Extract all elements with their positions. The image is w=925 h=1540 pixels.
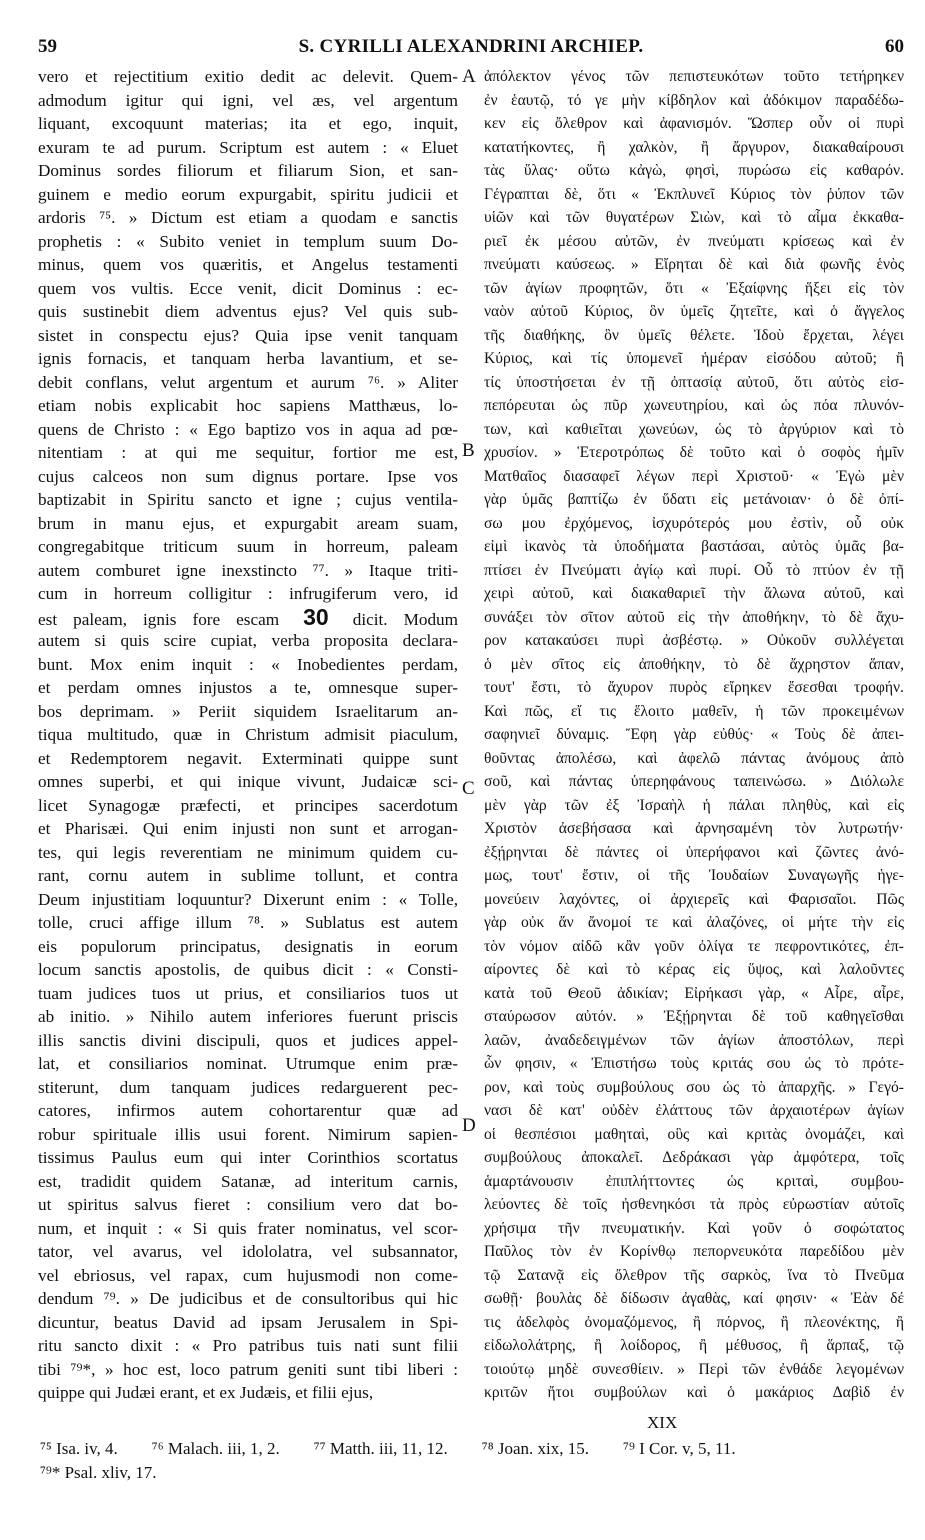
text-line: eis populorum principatus, designatis in eorum [38, 936, 458, 956]
text-line: cujus calceos non sum dignus portare. Ipse vos [38, 466, 458, 486]
footnote: ⁷⁵ Isa. iv, 4. [40, 1439, 118, 1458]
text-line: Dominus sordes filiorum et filiarum Sion, et san- [38, 161, 458, 180]
text-line: tuam judices tuos ut prius, et consiliarios tuos ut [38, 983, 458, 1003]
text-line: μὲν γὰρ τῶν ἐξ Ἰσραὴλ ἡ πάλαι πληθὺς, καὶ εἰς [484, 796, 904, 814]
text-line: μονεύειν λαχόντες, οἱ ἀρχιερεῖς καὶ Φαρισαῖοι. Πῶς [484, 890, 904, 908]
text-line: τίς ὑποστήσεται ἐν τῇ ὀπτασίᾳ αὐτοῦ, ὅτι αὐτὸς εἰσ- [484, 373, 904, 391]
text-line: υἱῶν καὶ τῶν θυγατέρων Σιὼν, καὶ τὸ αἷμα ἐκκαθα- [484, 209, 904, 226]
footnote-line [40, 1461, 906, 1485]
text-line: σωθῇ· βουλὰς δὲ δίδωσιν ἀγαθὰς, καί φησιν· « Ἐὰν δέ [484, 1290, 904, 1307]
section-marker-c: C [462, 778, 475, 799]
text-line: σω μου ἐρχόμενος, ἰσχυρότερός μου ἐστὶν, οὗ οὐκ [484, 514, 904, 532]
latin-column [38, 65, 458, 1405]
text-line: tiqua multitudo, quæ in Christum admisit piaculum, [38, 725, 458, 744]
text-line: Γέγραπται δὲ, ὅτι « Ἐκπλυνεῖ Κύριος τὸν ῥύπον τῶν [484, 185, 904, 203]
text-line: ὧν φησιν, « Ἐπιστήσω τοὺς κριτάς σου ὡς τὸ πρότε- [484, 1055, 904, 1072]
text-line: των, καὶ καθιεῖται χωνεύων, ὡς τὸ ἀργύριον καὶ τὸ [484, 420, 904, 438]
text-line: autem comburet igne inexstincto ⁷⁷. » Itaque triti- [38, 560, 458, 580]
text-line: ριεῖ ἐκ μέσου αὐτῶν, ἐν πνεύματι κρίσεως καὶ ἐν [484, 232, 904, 250]
marginal-note: XIX [647, 1413, 678, 1432]
text-line: σταύρωσον αὐτόν. » Ἐξῄρηνται δὲ τοῦ καθηγεῖσθαι [484, 1008, 904, 1025]
text-line: τῆς διαθήκης, ὃν ὑμεῖς θέλετε. Ἰδοὺ ἔρχεται, λέγει [484, 326, 904, 344]
greek-column [484, 65, 904, 1405]
text-line: κατὰ τοῦ Θεοῦ ἀδικίαν; Εἰρήκασι γὰρ, « Αἶρε, αἶρε, [484, 984, 904, 1002]
text-line: etiam nobis explicabit hoc sapiens Matthæus, lo- [38, 396, 458, 415]
text-line: guinem e medio eorum expurgabit, spiritu judicii et [38, 184, 458, 204]
text-line: ἐξῄρηνται δὲ πάντες οἱ ὑπερήφανοι καὶ ζῶντες ἀνό- [484, 843, 904, 861]
text-line: et perdam omnes injustos a te, omnesque super- [38, 678, 458, 697]
footnote: ⁷⁹ I Cor. v, 5, 11. [623, 1439, 736, 1458]
footnote: ⁷⁶ Malach. iii, 1, 2. [151, 1439, 280, 1458]
text-line: τῶν ἁγίων προφητῶν, ὅτι « Ἐξαίφνης ἥξει εἰς τὸν [484, 279, 904, 297]
text-line: οἱ θεσπέσιοι μαθηταὶ, οὓς καὶ κριτὰς ὀνομάζει, καὶ [484, 1125, 904, 1143]
text-line: et Redemptorem negavit. Exterminati quippe sunt [38, 748, 458, 768]
text-line: vel ebriosus, vel rapax, cum hujusmodi non come- [38, 1265, 458, 1285]
footnotes [40, 1437, 906, 1485]
text-line: exuram te ad purum. Scriptum est autem : « Eluet [38, 137, 458, 157]
text-line: minus, quem vos quæritis, et Angelus testamenti [38, 255, 458, 274]
text-line: dendum ⁷⁹. » De judicibus et de consultoribus qui hic [38, 1289, 458, 1308]
text-line: Χριστὸν ἀσεβήσασα καὶ ἀρνησαμένη τὸν λυτρωτήν· [484, 820, 904, 837]
text-line: est, tradidit quidem Satanæ, ad interitum carnis, [38, 1171, 458, 1191]
running-header [38, 36, 904, 60]
text-line: νασι δὲ κατ' οὐδὲν ἐλάττους τῶν ἀρχαιοτέρων ἁγίων [484, 1102, 904, 1119]
text-line: τὸν νόμον αἰδῶ κἂν γοῦν ὀλίγα τε πεφροντικότες, ἐπ- [484, 937, 904, 955]
text-line: prophetis : « Subito veniet in templum suum Do- [38, 231, 458, 251]
text-line: brum in manu ejus, et expurgabit aream suam, [38, 513, 458, 533]
text-line: τοιούτῳ μηδὲ συνεσθίειν. » Περὶ τῶν ἐνθάδε λεγομένων [484, 1360, 904, 1378]
text-line: Κύριος, καὶ τίς ὑπομενεῖ ἡμέραν εἰσόδου αὐτοῦ; ἢ [484, 350, 904, 367]
text-line: quens de Christo : « Ego baptizo vos in aqua ad pœ- [38, 419, 458, 439]
text-line: Παῦλος τὸν ἐν Κορίνθῳ πεπορνευκότα παρεδίδου μὲν [484, 1243, 904, 1260]
text-line: et Pharisæi. Qui enim injusti non sunt et arrogan- [38, 819, 458, 838]
text-line: τις ἀδελφὸς ὀνομαζόμενος, ἢ πόρνος, ἢ πλεονέκτης, ἢ [484, 1313, 904, 1331]
text-line [38, 606, 458, 630]
text-line: bunt. Mox enim inquit : « Inobedientes perdam, [38, 654, 458, 674]
text-line: debit conflans, velut argentum et aurum ⁷⁶. » Aliter [38, 372, 458, 392]
text-line: ut spiritus salvus fieret : consilium vero dat bo- [38, 1195, 458, 1214]
text-line: χρυσίον. » Ἑτεροτρόπως δὲ τοῦτο καὶ ὁ σοφὸς ἡμῖν [484, 444, 904, 461]
text-line: πτίσει ἐν Πνεύματι ἁγίῳ καὶ πυρί. Οὗ τὸ πτύον ἐν τῇ [484, 561, 904, 579]
text-line: liquant, excoquunt materias; ita et ego, inquit, [38, 114, 458, 133]
text-line: ab initio. » Nihilo autem inferiores fuerunt priscis [38, 1007, 458, 1026]
text-line: Ματθαῖος διασαφεῖ λέγων περὶ Χριστοῦ· « Ἐγὼ μὲν [484, 467, 904, 485]
text-line: autem si quis scire cupiat, verba proposita declara- [38, 631, 458, 650]
text-line: λεύοντες δὲ τοῖς ἠσθενηκόσι τὰ πρὸς εὐρωστίαν αὐτοῖς [484, 1196, 904, 1213]
text-line: bos deprimam. » Periit siquidem Israelitarum an- [38, 701, 458, 721]
text-line: nitentiam : at qui me sequitur, fortior me est, [38, 443, 458, 462]
text-line: quis sustinebit diem adventus ejus? Vel quis sub- [38, 302, 458, 321]
text-line: μως, τουτ' ἔστιν, οἱ τῆς Ἰουδαίων Συναγωγῆς ἡγε- [484, 867, 904, 884]
section-marker-d: D [462, 1115, 476, 1136]
text-line: num, et inquit : « Si quis frater nominatus, vel scor- [38, 1218, 458, 1238]
text-line: χρήσιμα τῆν πνευματικήν. Καὶ γοῦν ὁ σοφώτατος [484, 1219, 904, 1237]
text-line: illis sanctis divini discipuli, quos et judices appel- [38, 1030, 458, 1050]
text-line: lat, et consiliarios nominat. Utrumque enim præ- [38, 1054, 458, 1073]
text-line: αίροντες δὲ καὶ τὸ κέρας εἰς ὕψος, καὶ λαλοῦντες [484, 961, 904, 978]
text-line: Deum injustitiam loquuntur? Dixerunt enim : « Tolle, [38, 889, 458, 909]
page-number-left: 59 [38, 36, 57, 57]
footnote: ⁷⁸ Joan. xix, 15. [481, 1439, 590, 1458]
footnote: ⁷⁷ Matth. iii, 11, 12. [313, 1439, 448, 1458]
text-line: tator, vel avarus, vel idololatra, vel subsannator, [38, 1242, 458, 1261]
text-line: omnes superbi, et qui inique vivunt, Judaicæ sci- [38, 772, 458, 791]
text-line: tibi ⁷⁹*, » hoc est, loco patrum geniti sunt tibi liberi : [38, 1359, 458, 1379]
text-line: vero et rejectitium exitio dedit ac delevit. Quem- [38, 67, 458, 86]
text-line: licet Synagogæ præfecti, et principes sacerdotum [38, 795, 458, 815]
text-line: συμβούλους ἀποκαλεῖ. Δεδράκασι γὰρ ἀμφότερα, τοῖς [484, 1149, 904, 1166]
text-line: sistet in conspectu ejus? Quia ipse venit tanquam [38, 325, 458, 345]
text-line: quippe qui Judæi erant, et ex Judæis, et filii ejus, [38, 1383, 374, 1402]
text-line: tolle, cruci affige illum ⁷⁸. » Sublatus est autem [38, 913, 458, 932]
text-line: πεπόρευται ὡς πῦρ χωνευτηρίου, καὶ ὡς πόα πλυνόν- [484, 397, 904, 414]
page-number-right: 60 [885, 36, 904, 57]
text-line: ἁμαρτάνουσιν ἐπιπλήττοντες ὡς κριταὶ, συμβου- [484, 1172, 904, 1190]
text-line: θοῦντας ἀπολέσω, καὶ ἀφελῶ πάντας ἀνόμους ἀπὸ [484, 749, 904, 767]
text-line: συνάξει τὸν σῖτον αὐτοῦ εἰς τὴν ἀποθήκην, τὸ δὲ ἄχυ- [484, 608, 904, 626]
text-line: εἰδωλολάτρης, ἢ λοίδορος, ἢ μέθυσος, ἢ ἅρπαξ, τῷ [484, 1337, 904, 1354]
text-line: σαφηνιεῖ δύναμις. Ἔφη γὰρ εὐθύς· « Τοὺς δὲ ἀπει- [484, 726, 904, 743]
text-line: τῷ Σατανᾷ εἰς ὄλεθρον τῆς σαρκὸς, ἵνα τὸ Πνεῦμα [484, 1266, 904, 1284]
text-line: ρον, καὶ τοὺς συμβούλους σου ὡς τὸ ἀπαρχῆς. » Γεγό- [484, 1078, 904, 1096]
text-line: tissimus Paulus eum qui inter Corinthios scortatus [38, 1148, 458, 1167]
text-fragment: dicit. Modum [352, 609, 458, 629]
text-line: ὁ μὲν σῖτος εἰς ἀποθήκην, τὸ δὲ ἄχρηστον ἅπαν, [484, 655, 904, 673]
section-marker-b: B [462, 440, 475, 461]
text-line: κριτῶν ἤτοι συμβούλων καὶ ὁ μακάριος Δαβὶδ ἐν [484, 1384, 904, 1401]
text-line: Καὶ πῶς, εἴ τις ἕλοιτο μαθεῖν, ἡ τῶν προκειμένων [484, 702, 904, 720]
column-number: 30 [303, 605, 329, 629]
text-line: ardoris ⁷⁵. » Dictum est etiam a quodam e sanctis [38, 208, 458, 227]
footnote-line [40, 1437, 906, 1461]
text-line: robur spirituale illis usui forent. Nimirum sapien- [38, 1124, 458, 1144]
text-line: χειρὶ αὐτοῦ, καὶ διακαθαριεῖ τὴν ἅλωνα αὐτοῦ, καὶ [484, 585, 904, 602]
text-line: tes, qui legis reverentiam ne minimum quidem cu- [38, 842, 458, 862]
text-line: πνεύματι καύσεως. » Εἴρηται δὲ καὶ διὰ φωνῆς ἑνὸς [484, 256, 904, 273]
text-line: ἀπόλεκτον γένος τῶν πεπιστευκότων τοῦτο τετήρηκεν [484, 68, 904, 85]
text-line: τουτ' ἔστι, τὸ ἄχυρον πυρὸς εἴρηκεν ἔσεσθαι τροφήν. [484, 679, 904, 696]
running-title: S. CYRILLI ALEXANDRINI ARCHIEP. [298, 36, 644, 57]
text-line: γὰρ ὑμᾶς βαπτίζω ἐν ὕδατι εἰς μετάνοιαν· ὁ δὲ ὀπί- [484, 491, 904, 508]
text-line: λαῶν, ἀναδεδειγμένων τῶν ἁγίων ἀποστόλων, περὶ [484, 1031, 904, 1049]
text-line: σοῦ, καὶ πάντας ὑπερηφάνους ταπεινώσω. » Διόλωλε [484, 773, 904, 790]
text-line: rant, cornu autem in sublime tollunt, et contra [38, 866, 458, 885]
text-line: τὰς ὕλας· οὕτω κἀγὼ, φησὶ, πυρώσω εἰς καθαρόν. [484, 162, 904, 179]
text-line: stiterunt, dum tanquam judices redarguerent pec- [38, 1077, 458, 1097]
text-line: catores, infirmos autem cohortarentur quæ ad [38, 1101, 458, 1120]
text-line: quem vos vultis. Ecce venit, dicit Dominus : ec- [38, 278, 458, 298]
text-fragment: est paleam, ignis fore escam [38, 609, 280, 629]
text-line: dicuntur, beatus David ad ipsam Jerusalem in Spi- [38, 1312, 458, 1332]
text-line: γὰρ οὐκ ἄν ἄνομοί τε καὶ ἀλαζόνες, οἱ μήτε τὴν εἰς [484, 914, 904, 931]
text-line: cum in horreum colligitur : infrugiferum vero, id [38, 584, 458, 603]
text-line: κατατήκοντες, ἢ χαλκὸν, ἢ ἄργυρον, διακαθαίρουσι [484, 138, 904, 156]
text-line: ignis fornacis, et tanquam herba lavantium, et se- [38, 349, 458, 368]
footnote: ⁷⁹* Psal. xliv, 17. [40, 1463, 157, 1482]
text-line: ρον κατακαύσει πυρὶ ἀσβέστῳ. » Οὐκοῦν συλλέγεται [484, 632, 904, 649]
text-line: admodum igitur qui igni, vel æs, vel argentum [38, 90, 458, 110]
text-line: ναὸν αὐτοῦ Κύριος, ὃν ὑμεῖς ζητεῖτε, καὶ ὁ ἄγγελος [484, 303, 904, 320]
text-line: εἰμὶ ἱκανὸς τὰ ὑποδήματα βαστάσαι, αὐτὸς ὑμᾶς βα- [484, 538, 904, 555]
text-line: κεν εἰς ὄλεθρον καὶ ἀφανισμόν. Ὥσπερ οὖν οἱ πυρὶ [484, 115, 904, 132]
text-line: locum sanctis apostolis, de quibus dicit : « Consti- [38, 960, 458, 979]
text-line: baptizabit in Spiritu sancto et igne ; cujus ventila- [38, 490, 458, 509]
text-line: ritu sancto dixit : « Pro patribus tuis nati sunt filii [38, 1336, 458, 1355]
section-marker-a: A [462, 66, 476, 87]
text-line: congregabitque triticum suum in horreum, paleam [38, 537, 458, 556]
text-line: ἐν ἑαυτῷ, τό γε μὴν κίβδηλον καὶ ἀδόκιμον παραδέδω- [484, 91, 904, 109]
